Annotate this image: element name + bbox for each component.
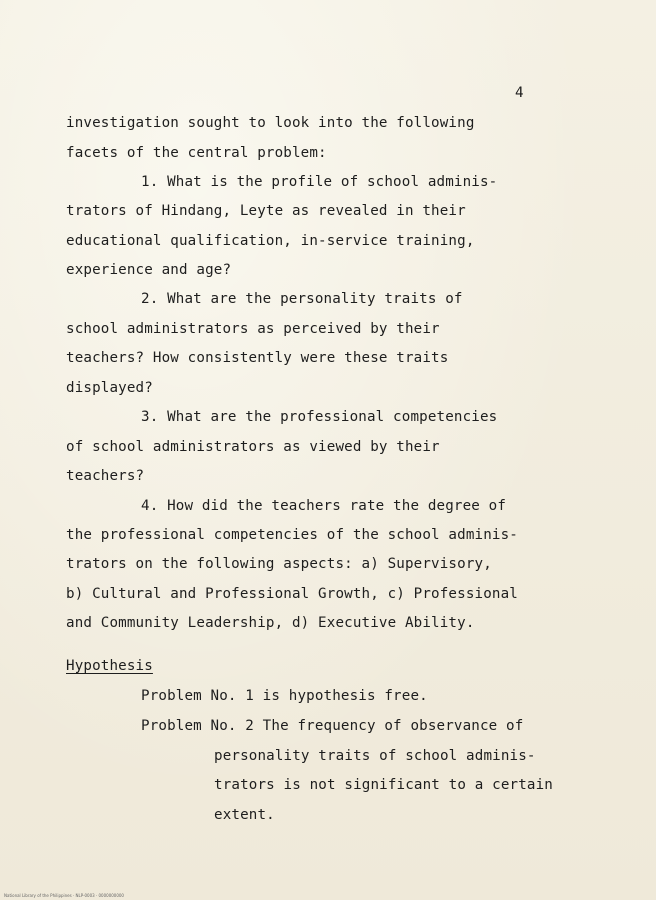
body-line: 2. What are the personality traits of <box>141 291 463 307</box>
body-line: experience and age? <box>66 262 232 278</box>
body-line: teachers? How consistently were these traits <box>66 350 449 366</box>
body-line: 1. What is the profile of school adminis- <box>141 174 498 190</box>
body-line: of school administrators as viewed by their <box>66 439 440 455</box>
body-line: the professional competencies of the school adminis- <box>66 527 518 543</box>
body-line: and Community Leadership, d) Executive Ability. <box>66 615 475 631</box>
body-line: facets of the central problem: <box>66 145 327 161</box>
body-line: 4. How did the teachers rate the degree of <box>141 498 507 514</box>
body-line: 3. What are the professional competencies <box>141 409 498 425</box>
hypothesis-line: trators is not significant to a certain <box>214 777 553 793</box>
section-heading: Hypothesis <box>66 658 153 674</box>
body-line: trators on the following aspects: a) Supervisory, <box>66 556 492 572</box>
hypothesis-line: Problem No. 1 is hypothesis free. <box>141 688 428 704</box>
body-line: investigation sought to look into the following <box>66 115 475 131</box>
hypothesis-line: personality traits of school adminis- <box>214 748 536 764</box>
body-line: displayed? <box>66 380 153 396</box>
body-line: b) Cultural and Professional Growth, c) Professional <box>66 586 518 602</box>
body-line: trators of Hindang, Leyte as revealed in their <box>66 203 466 219</box>
body-line: educational qualification, in-service training, <box>66 233 475 249</box>
page-number: 4 <box>515 85 524 101</box>
archive-footer: National Library of the Philippines · NLP-0003 · 0000000000 <box>4 893 124 898</box>
hypothesis-line: Problem No. 2 The frequency of observance of <box>141 718 524 734</box>
body-line: teachers? <box>66 468 145 484</box>
body-line: school administrators as perceived by their <box>66 321 440 337</box>
hypothesis-line: extent. <box>214 807 275 823</box>
